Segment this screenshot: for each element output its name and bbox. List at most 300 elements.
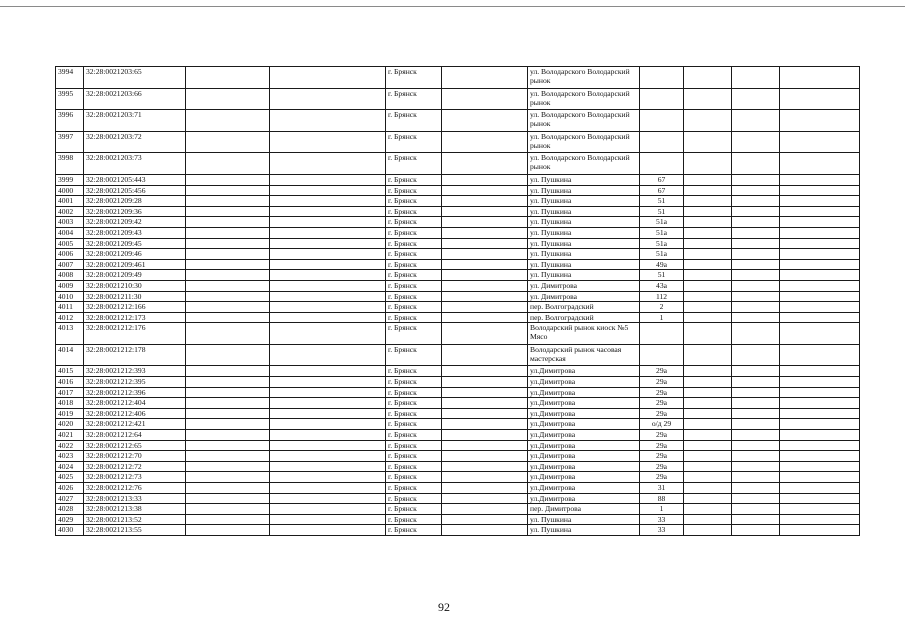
cadastral-number-cell: 32:28:0021209:42 (84, 217, 186, 228)
blank-cell (780, 525, 860, 536)
registry-table-container (55, 66, 860, 536)
cadastral-number-cell: 32:28:0021203:71 (84, 110, 186, 132)
house-number-cell: 29а (640, 398, 684, 409)
blank-cell (732, 185, 780, 196)
street-cell: ул.Димитрова (528, 451, 640, 462)
blank-cell (186, 430, 270, 441)
row-number-cell: 4018 (56, 398, 84, 409)
house-number-cell: 112 (640, 291, 684, 302)
blank-cell (780, 196, 860, 207)
row-number-cell: 4003 (56, 217, 84, 228)
blank-cell (186, 440, 270, 451)
row-number-cell: 4022 (56, 440, 84, 451)
street-cell: пер. Волгоградский (528, 312, 640, 323)
blank-cell (732, 259, 780, 270)
street-cell: ул. Димитрова (528, 291, 640, 302)
blank-cell (270, 366, 386, 377)
city-cell: г. Брянск (386, 461, 442, 472)
blank-cell (684, 493, 732, 504)
blank-cell (684, 67, 732, 89)
row-number-cell: 3995 (56, 88, 84, 110)
house-number-cell: 51а (640, 227, 684, 238)
house-number-cell (640, 67, 684, 89)
blank-cell (732, 196, 780, 207)
blank-cell (442, 110, 528, 132)
blank-cell (270, 483, 386, 494)
blank-cell (780, 504, 860, 515)
row-number-cell: 3997 (56, 131, 84, 153)
blank-cell (780, 249, 860, 260)
blank-cell (732, 483, 780, 494)
street-cell: ул. Димитрова (528, 280, 640, 291)
blank-cell (442, 131, 528, 153)
blank-cell (684, 206, 732, 217)
city-cell: г. Брянск (386, 196, 442, 207)
city-cell: г. Брянск (386, 217, 442, 228)
blank-cell (186, 408, 270, 419)
row-number-cell: 4001 (56, 196, 84, 207)
city-cell: г. Брянск (386, 110, 442, 132)
table-row (56, 67, 860, 89)
row-number-cell: 4028 (56, 504, 84, 515)
house-number-cell: 31 (640, 483, 684, 494)
blank-cell (442, 153, 528, 175)
blank-cell (732, 430, 780, 441)
blank-cell (732, 238, 780, 249)
blank-cell (780, 323, 860, 345)
blank-cell (442, 249, 528, 260)
street-cell: пер. Димитрова (528, 504, 640, 515)
city-cell: г. Брянск (386, 483, 442, 494)
row-number-cell: 4002 (56, 206, 84, 217)
blank-cell (684, 110, 732, 132)
blank-cell (732, 249, 780, 260)
blank-cell (270, 323, 386, 345)
blank-cell (684, 227, 732, 238)
street-cell: ул.Димитрова (528, 377, 640, 388)
street-cell: ул. Пушкина (528, 196, 640, 207)
row-number-cell: 4029 (56, 514, 84, 525)
blank-cell (684, 387, 732, 398)
blank-cell (270, 280, 386, 291)
blank-cell (780, 131, 860, 153)
blank-cell (442, 67, 528, 89)
row-number-cell: 3998 (56, 153, 84, 175)
cadastral-number-cell: 32:28:0021209:461 (84, 259, 186, 270)
street-cell: ул.Димитрова (528, 493, 640, 504)
blank-cell (270, 196, 386, 207)
row-number-cell: 4010 (56, 291, 84, 302)
blank-cell (270, 217, 386, 228)
cadastral-number-cell: 32:28:0021205:443 (84, 174, 186, 185)
table-row (56, 419, 860, 430)
city-cell: г. Брянск (386, 408, 442, 419)
table-row (56, 291, 860, 302)
blank-cell (780, 344, 860, 366)
row-number-cell: 4007 (56, 259, 84, 270)
city-cell: г. Брянск (386, 419, 442, 430)
house-number-cell: 1 (640, 312, 684, 323)
city-cell: г. Брянск (386, 153, 442, 175)
city-cell: г. Брянск (386, 344, 442, 366)
blank-cell (186, 323, 270, 345)
blank-cell (270, 206, 386, 217)
blank-cell (442, 366, 528, 377)
street-cell: ул.Димитрова (528, 472, 640, 483)
blank-cell (186, 238, 270, 249)
blank-cell (732, 217, 780, 228)
row-number-cell: 4026 (56, 483, 84, 494)
table-row (56, 302, 860, 313)
blank-cell (732, 323, 780, 345)
blank-cell (186, 514, 270, 525)
table-row (56, 451, 860, 462)
blank-cell (442, 472, 528, 483)
blank-cell (684, 430, 732, 441)
blank-cell (270, 514, 386, 525)
city-cell: г. Брянск (386, 227, 442, 238)
blank-cell (732, 398, 780, 409)
blank-cell (684, 153, 732, 175)
blank-cell (442, 227, 528, 238)
street-cell: пер. Волгоградский (528, 302, 640, 313)
page-number: 92 (438, 600, 450, 614)
city-cell: г. Брянск (386, 312, 442, 323)
house-number-cell: 51а (640, 249, 684, 260)
blank-cell (684, 249, 732, 260)
city-cell: г. Брянск (386, 525, 442, 536)
table-row (56, 206, 860, 217)
blank-cell (442, 88, 528, 110)
blank-cell (780, 398, 860, 409)
blank-cell (186, 174, 270, 185)
blank-cell (780, 366, 860, 377)
blank-cell (684, 461, 732, 472)
blank-cell (270, 419, 386, 430)
house-number-cell: 29а (640, 377, 684, 388)
blank-cell (732, 440, 780, 451)
table-row (56, 344, 860, 366)
table-row (56, 493, 860, 504)
blank-cell (442, 323, 528, 345)
city-cell: г. Брянск (386, 451, 442, 462)
city-cell: г. Брянск (386, 259, 442, 270)
blank-cell (732, 110, 780, 132)
row-number-cell: 4025 (56, 472, 84, 483)
blank-cell (186, 483, 270, 494)
cadastral-number-cell: 32:28:0021203:73 (84, 153, 186, 175)
house-number-cell (640, 88, 684, 110)
street-cell: ул. Пушкина (528, 238, 640, 249)
row-number-cell: 3996 (56, 110, 84, 132)
blank-cell (732, 280, 780, 291)
street-cell: ул.Димитрова (528, 419, 640, 430)
blank-cell (684, 323, 732, 345)
city-cell: г. Брянск (386, 67, 442, 89)
blank-cell (270, 270, 386, 281)
city-cell: г. Брянск (386, 430, 442, 441)
row-number-cell: 4009 (56, 280, 84, 291)
blank-cell (684, 131, 732, 153)
table-row (56, 88, 860, 110)
blank-cell (186, 280, 270, 291)
city-cell: г. Брянск (386, 366, 442, 377)
blank-cell (732, 88, 780, 110)
city-cell: г. Брянск (386, 238, 442, 249)
blank-cell (186, 493, 270, 504)
street-cell: ул. Пушкина (528, 270, 640, 281)
blank-cell (270, 451, 386, 462)
blank-cell (186, 525, 270, 536)
cadastral-number-cell: 32:28:0021212:178 (84, 344, 186, 366)
cadastral-number-cell: 32:28:0021212:72 (84, 461, 186, 472)
cadastral-number-cell: 32:28:0021209:36 (84, 206, 186, 217)
blank-cell (780, 217, 860, 228)
city-cell: г. Брянск (386, 280, 442, 291)
house-number-cell: 1 (640, 504, 684, 515)
blank-cell (270, 153, 386, 175)
cadastral-number-cell: 32:28:0021203:66 (84, 88, 186, 110)
blank-cell (270, 408, 386, 419)
cadastral-number-cell: 32:28:0021212:393 (84, 366, 186, 377)
cadastral-number-cell: 32:28:0021212:64 (84, 430, 186, 441)
blank-cell (732, 366, 780, 377)
table-row (56, 259, 860, 270)
street-cell: ул.Димитрова (528, 387, 640, 398)
cadastral-number-cell: 32:28:0021213:38 (84, 504, 186, 515)
street-cell: ул. Пушкина (528, 174, 640, 185)
blank-cell (186, 472, 270, 483)
house-number-cell: 29а (640, 461, 684, 472)
blank-cell (732, 377, 780, 388)
blank-cell (270, 185, 386, 196)
row-number-cell: 3994 (56, 67, 84, 89)
blank-cell (780, 302, 860, 313)
cadastral-number-cell: 32:28:0021212:396 (84, 387, 186, 398)
row-number-cell: 3999 (56, 174, 84, 185)
cadastral-number-cell: 32:28:0021212:70 (84, 451, 186, 462)
blank-cell (780, 461, 860, 472)
blank-cell (732, 153, 780, 175)
house-number-cell: 51а (640, 217, 684, 228)
house-number-cell: 2 (640, 302, 684, 313)
street-cell: ул. Володарского Володарский рынок (528, 88, 640, 110)
row-number-cell: 4006 (56, 249, 84, 260)
cadastral-number-cell: 32:28:0021203:65 (84, 67, 186, 89)
blank-cell (780, 238, 860, 249)
table-row (56, 472, 860, 483)
blank-cell (186, 451, 270, 462)
table-row (56, 461, 860, 472)
city-cell: г. Брянск (386, 440, 442, 451)
registry-table-body (56, 67, 860, 536)
blank-cell (732, 408, 780, 419)
blank-cell (684, 344, 732, 366)
row-number-cell: 4021 (56, 430, 84, 441)
street-cell: ул. Пушкина (528, 249, 640, 260)
blank-cell (732, 419, 780, 430)
blank-cell (442, 377, 528, 388)
row-number-cell: 4024 (56, 461, 84, 472)
blank-cell (442, 387, 528, 398)
table-row (56, 377, 860, 388)
blank-cell (780, 440, 860, 451)
blank-cell (684, 472, 732, 483)
scan-top-rule (0, 6, 905, 7)
blank-cell (780, 153, 860, 175)
cadastral-number-cell: 32:28:0021212:173 (84, 312, 186, 323)
cadastral-number-cell: 32:28:0021209:43 (84, 227, 186, 238)
street-cell: ул. Пушкина (528, 206, 640, 217)
house-number-cell (640, 323, 684, 345)
city-cell: г. Брянск (386, 174, 442, 185)
house-number-cell: 29а (640, 451, 684, 462)
blank-cell (186, 249, 270, 260)
cadastral-number-cell: 32:28:0021203:72 (84, 131, 186, 153)
blank-cell (684, 291, 732, 302)
table-row (56, 525, 860, 536)
blank-cell (732, 206, 780, 217)
table-row (56, 131, 860, 153)
blank-cell (186, 67, 270, 89)
street-cell: ул. Пушкина (528, 259, 640, 270)
blank-cell (732, 227, 780, 238)
blank-cell (270, 525, 386, 536)
row-number-cell: 4014 (56, 344, 84, 366)
blank-cell (442, 440, 528, 451)
city-cell: г. Брянск (386, 302, 442, 313)
table-row (56, 504, 860, 515)
blank-cell (780, 430, 860, 441)
blank-cell (732, 344, 780, 366)
blank-cell (270, 440, 386, 451)
blank-cell (732, 493, 780, 504)
table-row (56, 398, 860, 409)
cadastral-number-cell: 32:28:0021212:166 (84, 302, 186, 313)
table-row (56, 440, 860, 451)
blank-cell (186, 366, 270, 377)
blank-cell (780, 259, 860, 270)
house-number-cell: 29а (640, 387, 684, 398)
row-number-cell: 4000 (56, 185, 84, 196)
cadastral-number-cell: 32:28:0021209:28 (84, 196, 186, 207)
blank-cell (442, 312, 528, 323)
blank-cell (270, 291, 386, 302)
blank-cell (442, 196, 528, 207)
blank-cell (442, 430, 528, 441)
table-row (56, 408, 860, 419)
blank-cell (732, 525, 780, 536)
cadastral-number-cell: 32:28:0021210:30 (84, 280, 186, 291)
street-cell: ул. Пушкина (528, 217, 640, 228)
table-row (56, 514, 860, 525)
street-cell: Володарский рынок киоск №5 Мясо (528, 323, 640, 345)
blank-cell (732, 67, 780, 89)
cadastral-number-cell: 32:28:0021212:406 (84, 408, 186, 419)
house-number-cell: 29а (640, 430, 684, 441)
street-cell: ул. Володарского Володарский рынок (528, 153, 640, 175)
city-cell: г. Брянск (386, 472, 442, 483)
blank-cell (270, 238, 386, 249)
street-cell: ул.Димитрова (528, 483, 640, 494)
blank-cell (732, 302, 780, 313)
house-number-cell: 43а (640, 280, 684, 291)
street-cell: ул.Димитрова (528, 398, 640, 409)
cadastral-number-cell: 32:28:0021212:421 (84, 419, 186, 430)
row-number-cell: 4030 (56, 525, 84, 536)
blank-cell (684, 419, 732, 430)
house-number-cell: 51 (640, 206, 684, 217)
street-cell: ул. Пушкина (528, 525, 640, 536)
blank-cell (780, 387, 860, 398)
blank-cell (186, 398, 270, 409)
table-row (56, 110, 860, 132)
blank-cell (684, 217, 732, 228)
blank-cell (780, 514, 860, 525)
blank-cell (270, 88, 386, 110)
blank-cell (442, 514, 528, 525)
blank-cell (186, 153, 270, 175)
row-number-cell: 4013 (56, 323, 84, 345)
table-row (56, 185, 860, 196)
blank-cell (684, 302, 732, 313)
blank-cell (186, 259, 270, 270)
blank-cell (186, 461, 270, 472)
row-number-cell: 4008 (56, 270, 84, 281)
blank-cell (186, 302, 270, 313)
blank-cell (732, 270, 780, 281)
blank-cell (732, 451, 780, 462)
blank-cell (186, 196, 270, 207)
blank-cell (442, 493, 528, 504)
blank-cell (780, 174, 860, 185)
house-number-cell: 29а (640, 408, 684, 419)
house-number-cell: 29а (640, 472, 684, 483)
blank-cell (442, 270, 528, 281)
table-row (56, 483, 860, 494)
cadastral-number-cell: 32:28:0021212:73 (84, 472, 186, 483)
blank-cell (442, 291, 528, 302)
blank-cell (186, 206, 270, 217)
blank-cell (270, 430, 386, 441)
blank-cell (186, 131, 270, 153)
cadastral-number-cell: 32:28:0021209:49 (84, 270, 186, 281)
blank-cell (442, 217, 528, 228)
blank-cell (442, 419, 528, 430)
blank-cell (780, 291, 860, 302)
registry-table (55, 66, 860, 536)
table-row (56, 196, 860, 207)
blank-cell (270, 461, 386, 472)
table-row (56, 430, 860, 441)
row-number-cell: 4011 (56, 302, 84, 313)
city-cell: г. Брянск (386, 387, 442, 398)
cadastral-number-cell: 32:28:0021212:65 (84, 440, 186, 451)
cadastral-number-cell: 32:28:0021213:55 (84, 525, 186, 536)
cadastral-number-cell: 32:28:0021212:76 (84, 483, 186, 494)
cadastral-number-cell: 32:28:0021212:404 (84, 398, 186, 409)
blank-cell (270, 110, 386, 132)
blank-cell (732, 461, 780, 472)
blank-cell (780, 493, 860, 504)
blank-cell (732, 387, 780, 398)
blank-cell (442, 280, 528, 291)
blank-cell (270, 249, 386, 260)
blank-cell (780, 483, 860, 494)
street-cell: ул. Пушкина (528, 185, 640, 196)
city-cell: г. Брянск (386, 270, 442, 281)
blank-cell (684, 88, 732, 110)
